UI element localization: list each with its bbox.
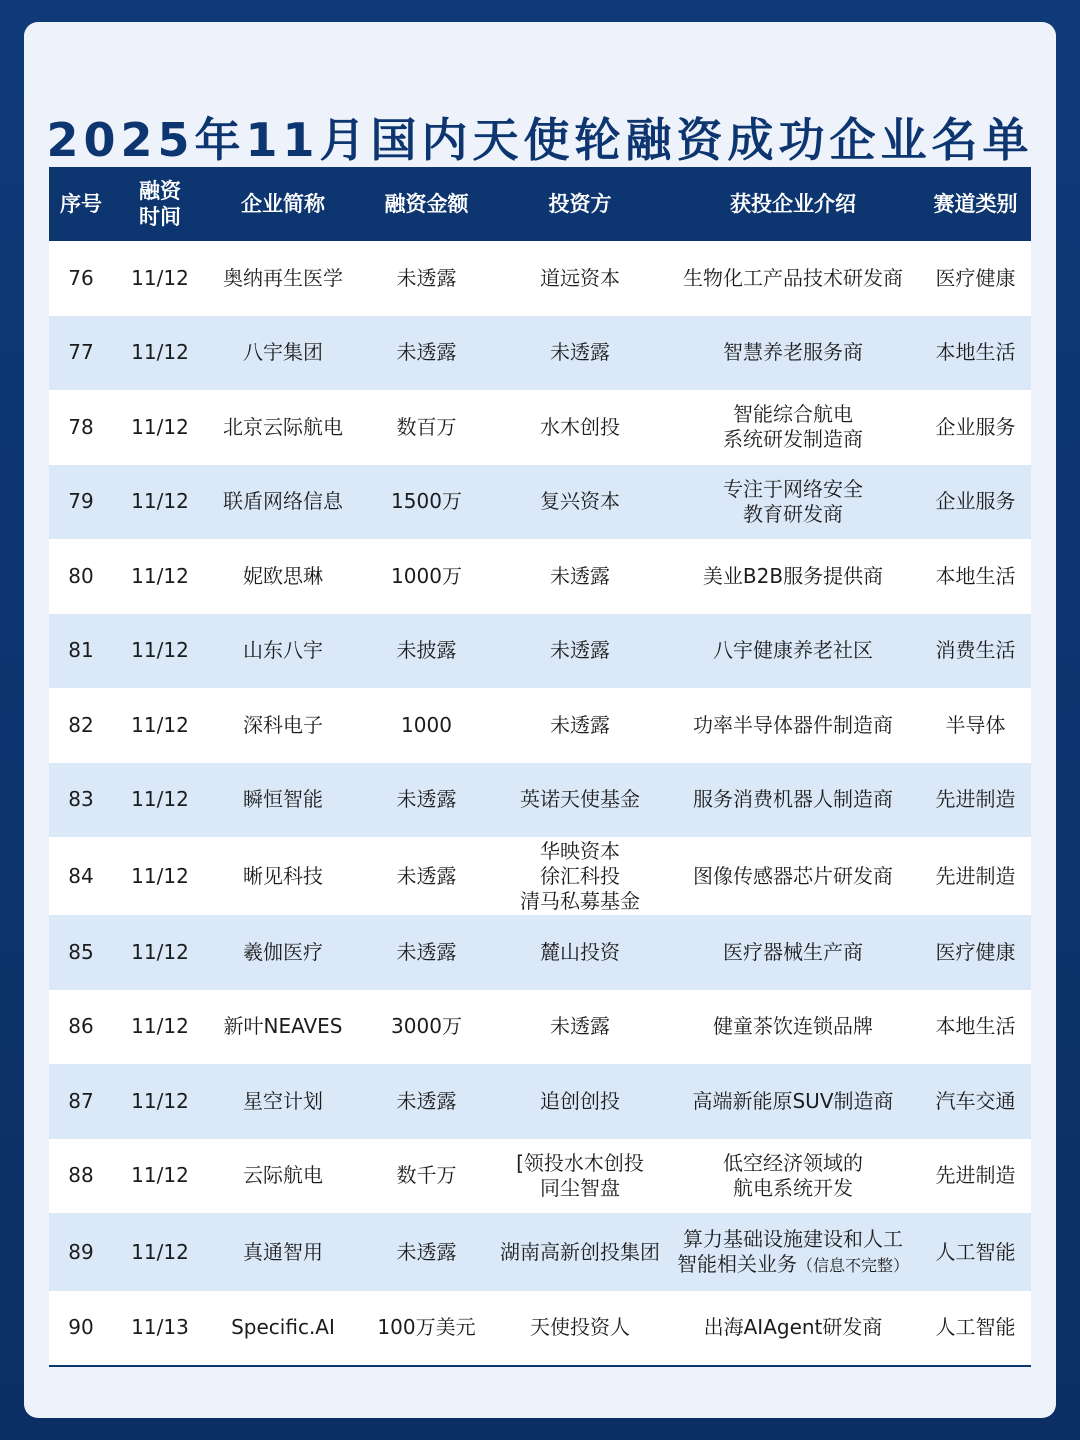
cell-track — [920, 688, 1031, 763]
cell-intro-text: 高端新能原SUV制造商 — [692, 1088, 894, 1113]
cell-investor — [494, 990, 666, 1065]
cell-investor — [494, 1291, 666, 1366]
cell-amount-text: 未透露 — [396, 340, 457, 365]
cell-intro-note: （信息不完整） — [796, 1255, 909, 1275]
cell-track — [920, 316, 1031, 391]
cell-amount-text: 未透露 — [396, 939, 457, 964]
table-row — [49, 990, 1031, 1065]
cell-no-text: 81 — [68, 638, 94, 663]
cell-track — [920, 1139, 1031, 1214]
cell-company-text: 深科电子 — [243, 712, 323, 737]
cell-track-text: 人工智能 — [935, 1239, 1016, 1264]
table-row — [49, 1291, 1031, 1366]
cell-investor-text: 英诺天使基金 — [520, 787, 640, 812]
cell-no-text: 80 — [68, 563, 94, 588]
cell-investor-text: 未透露 — [550, 563, 610, 588]
header-investor: 投资方 — [548, 192, 612, 216]
cell-company — [207, 763, 359, 838]
cell-date-text: 11/12 — [131, 1239, 189, 1264]
cell-track-text: 半导体 — [945, 712, 1006, 737]
table-header-row — [49, 167, 1031, 241]
cell-amount — [359, 1291, 494, 1366]
cell-amount-text: 数百万 — [396, 414, 457, 439]
cell-company — [207, 390, 359, 465]
cell-track — [920, 241, 1031, 316]
cell-track-text: 企业服务 — [935, 489, 1016, 514]
cell-date-text: 11/12 — [131, 1163, 189, 1188]
cell-no — [49, 539, 113, 614]
header-no: 序号 — [60, 192, 102, 216]
cell-intro — [666, 1291, 920, 1366]
cell-investor-text: 天使投资人 — [530, 1315, 630, 1340]
cell-intro-text: 美业B2B服务提供商 — [702, 563, 884, 588]
cell-investor-text: 复兴资本 — [540, 489, 620, 514]
cell-track-text: 企业服务 — [935, 414, 1016, 439]
cell-track — [920, 1064, 1031, 1139]
cell-intro-text: 服务消费机器人制造商 — [693, 787, 893, 812]
cell-intro — [666, 837, 920, 915]
cell-date-text: 11/12 — [131, 712, 189, 737]
cell-investor-text: 麓山投资 — [540, 939, 620, 964]
cell-track-text: 先进制造 — [935, 787, 1016, 812]
cell-amount-text: 未披露 — [396, 638, 457, 663]
table-row — [49, 614, 1031, 689]
cell-track — [920, 614, 1031, 689]
cell-amount-text: 100万美元 — [377, 1315, 476, 1340]
cell-no — [49, 763, 113, 838]
cell-track — [920, 990, 1031, 1065]
cell-date-text: 11/12 — [131, 563, 189, 588]
cell-investor — [494, 688, 666, 763]
cell-intro — [666, 1064, 920, 1139]
cell-amount — [359, 614, 494, 689]
cell-track-text: 医疗健康 — [935, 939, 1016, 964]
cell-date — [113, 915, 207, 990]
cell-investor — [494, 316, 666, 391]
cell-company-text: 星空计划 — [243, 1088, 323, 1113]
cell-investor — [494, 1064, 666, 1139]
cell-investor — [494, 915, 666, 990]
cell-intro — [666, 614, 920, 689]
cell-no — [49, 1139, 113, 1214]
cell-company-text: 北京云际航电 — [223, 414, 343, 439]
cell-date-text: 11/12 — [131, 939, 189, 964]
cell-intro — [666, 990, 920, 1065]
cell-no-text: 78 — [68, 414, 94, 439]
cell-amount — [359, 1213, 494, 1291]
cell-investor-text: 湖南高新创投集团 — [500, 1239, 660, 1264]
table-row — [49, 539, 1031, 614]
cell-date — [113, 614, 207, 689]
cell-investor-text: 道远资本 — [540, 265, 620, 290]
cell-company — [207, 1139, 359, 1214]
cell-no-text: 88 — [68, 1163, 94, 1188]
table-row — [49, 1213, 1031, 1291]
cell-no-text: 76 — [68, 265, 94, 290]
table-row — [49, 837, 1031, 915]
cell-no — [49, 390, 113, 465]
cell-date — [113, 1064, 207, 1139]
cell-date — [113, 241, 207, 316]
cell-intro — [666, 390, 920, 465]
cell-intro-text: 智慧养老服务商 — [723, 340, 863, 365]
cell-amount-text: 未透露 — [396, 787, 457, 812]
cell-company-text: 真通智用 — [243, 1239, 323, 1264]
cell-investor-text: 未透露 — [550, 638, 610, 663]
header-amount: 融资金额 — [384, 192, 469, 216]
cell-no-text: 90 — [68, 1315, 94, 1340]
cell-track — [920, 1213, 1031, 1291]
cell-no — [49, 614, 113, 689]
table-row — [49, 1139, 1031, 1214]
cell-date — [113, 1213, 207, 1291]
cell-investor-text: 追创创投 — [540, 1088, 620, 1113]
cell-intro — [666, 763, 920, 838]
cell-no-text: 82 — [68, 712, 94, 737]
header-company: 企业简称 — [241, 192, 325, 216]
cell-amount — [359, 316, 494, 391]
cell-intro-text: 智能综合航电 系统研发制造商 — [723, 402, 863, 452]
cell-no — [49, 837, 113, 915]
cell-amount — [359, 241, 494, 316]
cell-date-text: 11/12 — [131, 638, 189, 663]
cell-intro-text: 算力基础设施建设和人工 智能相关业务 — [676, 1226, 903, 1276]
cell-investor-text: 未透露 — [550, 712, 610, 737]
cell-track-text: 人工智能 — [935, 1315, 1016, 1340]
cell-amount-text: 3000万 — [391, 1014, 462, 1039]
cell-date — [113, 316, 207, 391]
cell-company-text: 山东八宇 — [243, 638, 323, 663]
cell-investor — [494, 1213, 666, 1291]
page-title: 2025年11月国内天使轮融资成功企业名单 — [46, 113, 1034, 167]
cell-intro-text: 医疗器械生产商 — [723, 939, 863, 964]
cell-company-text: 晰见科技 — [243, 863, 323, 888]
cell-company — [207, 241, 359, 316]
cell-investor-text: [领投水木创投 同尘智盘 — [516, 1150, 644, 1200]
cell-amount — [359, 915, 494, 990]
cell-company — [207, 1064, 359, 1139]
cell-date — [113, 539, 207, 614]
cell-track — [920, 1291, 1031, 1366]
cell-track-text: 先进制造 — [935, 1163, 1016, 1188]
cell-company — [207, 990, 359, 1065]
cell-amount-text: 1000万 — [391, 563, 462, 588]
cell-date-text: 11/13 — [131, 1315, 189, 1340]
cell-amount — [359, 688, 494, 763]
cell-no-text: 79 — [68, 489, 94, 514]
table-row — [49, 465, 1031, 540]
cell-no-text: 77 — [68, 340, 94, 365]
cell-intro-text: 功率半导体器件制造商 — [693, 712, 893, 737]
cell-no — [49, 241, 113, 316]
cell-amount — [359, 539, 494, 614]
cell-amount — [359, 837, 494, 915]
cell-intro — [666, 1139, 920, 1214]
cell-amount-text: 未透露 — [396, 1239, 457, 1264]
cell-intro-text: 八宇健康养老社区 — [713, 638, 873, 663]
cell-intro-text: 专注于网络安全 教育研发商 — [723, 476, 863, 526]
cell-track — [920, 837, 1031, 915]
cell-investor — [494, 763, 666, 838]
cell-company-text: 云际航电 — [243, 1163, 323, 1188]
cell-no — [49, 465, 113, 540]
cell-company-text: 羲伽医疗 — [243, 939, 323, 964]
cell-date-text: 11/12 — [131, 265, 189, 290]
table-body — [49, 241, 1031, 1366]
cell-company-text: Specific.AI — [231, 1315, 335, 1340]
cell-track-text: 消费生活 — [935, 638, 1016, 663]
cell-date — [113, 1291, 207, 1366]
cell-intro-text: 出海AIAgent研发商 — [703, 1315, 883, 1340]
cell-company-text: 联盾网络信息 — [223, 489, 343, 514]
table-row — [49, 390, 1031, 465]
cell-investor — [494, 614, 666, 689]
cell-intro — [666, 316, 920, 391]
header-track: 赛道类别 — [933, 192, 1018, 216]
cell-no — [49, 915, 113, 990]
cell-investor — [494, 837, 666, 915]
cell-no-text: 87 — [68, 1088, 94, 1113]
cell-amount-text: 未透露 — [396, 1088, 457, 1113]
cell-track — [920, 539, 1031, 614]
table-row — [49, 316, 1031, 391]
cell-amount-text: 未透露 — [396, 265, 457, 290]
cell-investor-text: 华映资本 徐汇科投 清马私募基金 — [520, 838, 640, 913]
cell-no-text: 83 — [68, 787, 94, 812]
cell-track — [920, 465, 1031, 540]
cell-date-text: 11/12 — [131, 787, 189, 812]
cell-date-text: 11/12 — [131, 340, 189, 365]
cell-no-text: 86 — [68, 1014, 94, 1039]
cell-amount — [359, 1139, 494, 1214]
cell-date-text: 11/12 — [131, 863, 189, 888]
cell-amount-text: 数千万 — [396, 1163, 457, 1188]
cell-investor — [494, 390, 666, 465]
cell-track-text: 本地生活 — [935, 1014, 1016, 1039]
cell-company-text: 八宇集团 — [243, 340, 323, 365]
cell-no — [49, 1064, 113, 1139]
cell-date — [113, 990, 207, 1065]
cell-intro-text: 生物化工产品技术研发商 — [683, 265, 903, 290]
cell-track — [920, 763, 1031, 838]
cell-track-text: 本地生活 — [935, 340, 1016, 365]
cell-date — [113, 390, 207, 465]
cell-date-text: 11/12 — [131, 414, 189, 439]
cell-investor — [494, 241, 666, 316]
cell-amount — [359, 390, 494, 465]
cell-date-text: 11/12 — [131, 489, 189, 514]
cell-amount — [359, 990, 494, 1065]
cell-date — [113, 1139, 207, 1214]
cell-track-text: 先进制造 — [935, 863, 1016, 888]
cell-amount — [359, 763, 494, 838]
cell-company — [207, 837, 359, 915]
cell-amount — [359, 1064, 494, 1139]
cell-company — [207, 1213, 359, 1291]
cell-investor-text: 未透露 — [550, 1014, 610, 1039]
cell-company — [207, 1291, 359, 1366]
cell-intro-text: 健童茶饮连锁品牌 — [713, 1014, 873, 1039]
table-row — [49, 1064, 1031, 1139]
header-date: 融资 时间 — [139, 179, 181, 229]
cell-company-text: 妮欧思琳 — [243, 563, 323, 588]
table-row — [49, 915, 1031, 990]
cell-date — [113, 763, 207, 838]
cell-company-text: 新叶NEAVES — [223, 1014, 343, 1039]
cell-investor — [494, 1139, 666, 1214]
cell-amount-text: 未透露 — [396, 863, 457, 888]
cell-no-text: 85 — [68, 939, 94, 964]
cell-no-text: 89 — [68, 1239, 94, 1264]
cell-company — [207, 614, 359, 689]
cell-company-text: 瞬恒智能 — [243, 787, 323, 812]
cell-no — [49, 688, 113, 763]
cell-company — [207, 316, 359, 391]
cell-track — [920, 915, 1031, 990]
cell-intro — [666, 1213, 920, 1291]
cell-track-text: 本地生活 — [935, 563, 1016, 588]
cell-investor-text: 水木创投 — [540, 414, 620, 439]
cell-no — [49, 1291, 113, 1366]
cell-investor — [494, 465, 666, 540]
cell-no — [49, 1213, 113, 1291]
cell-investor-text: 未透露 — [550, 340, 610, 365]
cell-no-text: 84 — [68, 863, 94, 888]
cell-intro-text: 图像传感器芯片研发商 — [693, 863, 893, 888]
cell-date — [113, 465, 207, 540]
cell-no — [49, 316, 113, 391]
cell-date-text: 11/12 — [131, 1014, 189, 1039]
cell-date — [113, 837, 207, 915]
cell-company — [207, 465, 359, 540]
cell-date — [113, 688, 207, 763]
table-row — [49, 688, 1031, 763]
cell-track — [920, 390, 1031, 465]
header-intro: 获投企业介绍 — [730, 192, 856, 216]
cell-investor — [494, 539, 666, 614]
financing-table — [49, 167, 1031, 1367]
cell-company — [207, 915, 359, 990]
cell-amount-text: 1000 — [401, 712, 452, 737]
cell-intro — [666, 539, 920, 614]
cell-intro — [666, 241, 920, 316]
cell-amount-text: 1500万 — [391, 489, 462, 514]
cell-intro-text: 低空经济领域的 航电系统开发 — [723, 1150, 863, 1200]
cell-track-text: 医疗健康 — [935, 265, 1016, 290]
cell-company — [207, 539, 359, 614]
cell-amount — [359, 465, 494, 540]
cell-company — [207, 688, 359, 763]
table-row — [49, 241, 1031, 316]
cell-intro — [666, 688, 920, 763]
cell-date-text: 11/12 — [131, 1088, 189, 1113]
table-row — [49, 763, 1031, 838]
cell-no — [49, 990, 113, 1065]
cell-company-text: 奥纳再生医学 — [223, 265, 343, 290]
cell-track-text: 汽车交通 — [935, 1088, 1016, 1113]
cell-intro — [666, 915, 920, 990]
cell-intro — [666, 465, 920, 540]
